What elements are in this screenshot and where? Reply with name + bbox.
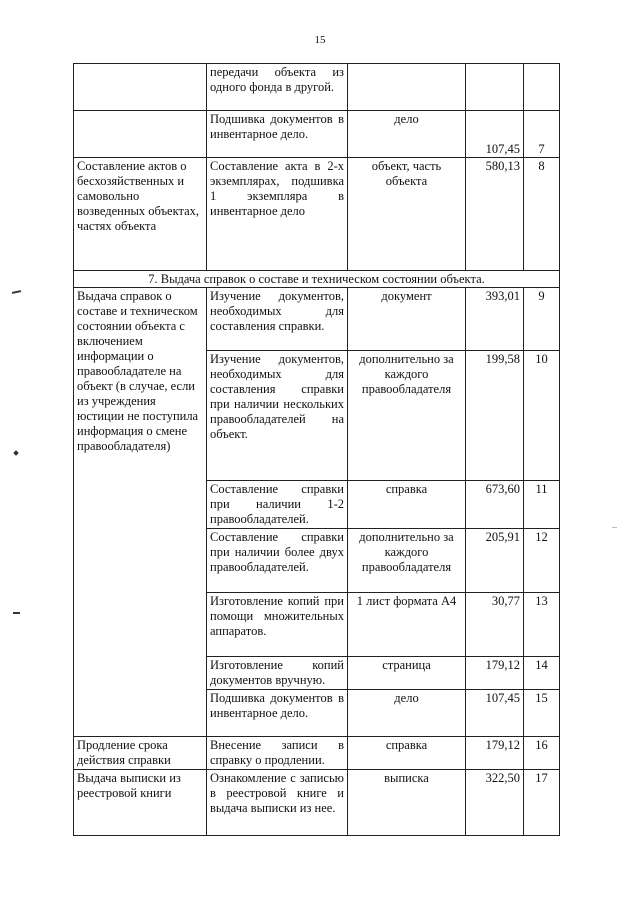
price-cell (466, 64, 524, 111)
unit-cell: 1 лист формата А4 (348, 593, 466, 657)
price-cell: 393,01 (466, 288, 524, 351)
section-row (74, 271, 560, 288)
unit-cell: дело (348, 690, 466, 737)
item-number-cell: 11 (524, 481, 560, 529)
price-cell: 673,60 (466, 481, 524, 529)
operation-cell: Изучение документов, необходимых для составления справки при наличии нескольких правообладателей на объект. (207, 351, 348, 481)
item-number-cell: 9 (524, 288, 560, 351)
price-cell: 107,45 (466, 111, 524, 158)
tariff-table (73, 63, 560, 836)
item-number-cell: 10 (524, 351, 560, 481)
service-cell: Выдача справок о составе и техническом состоянии объекта с включением информации о правообладателе на объект (в случае, если из учреждения юстиции не поступила информация о смене правообладателя) (74, 288, 207, 737)
price-cell: 179,12 (466, 737, 524, 770)
item-number-cell: 14 (524, 657, 560, 690)
price-cell: 107,45 (466, 690, 524, 737)
table-row (74, 288, 560, 351)
item-number-cell: 8 (524, 158, 560, 271)
unit-cell: справка (348, 737, 466, 770)
unit-cell: справка (348, 481, 466, 529)
operation-cell: Изготовление копий при помощи множительных аппаратов. (207, 593, 348, 657)
item-number-cell: 7 (524, 111, 560, 158)
table-row (74, 158, 560, 271)
unit-cell: дело (348, 111, 466, 158)
unit-cell: объект, часть объекта (348, 158, 466, 271)
unit-cell (348, 64, 466, 111)
operation-cell: Подшивка документов в инвентарное дело. (207, 111, 348, 158)
price-cell: 205,91 (466, 529, 524, 593)
unit-cell: документ (348, 288, 466, 351)
operation-cell: Ознакомление с записью в реестровой книге и выдача выписки из нее. (207, 770, 348, 836)
item-number-cell: 15 (524, 690, 560, 737)
price-cell: 322,50 (466, 770, 524, 836)
item-number-cell: 13 (524, 593, 560, 657)
price-cell: 179,12 (466, 657, 524, 690)
price-cell: 30,77 (466, 593, 524, 657)
scan-mark (13, 450, 19, 456)
page-number: 15 (314, 34, 326, 46)
operation-cell: Подшивка документов в инвентарное дело. (207, 690, 348, 737)
scan-mark (13, 612, 20, 614)
operation-cell: Изучение документов, необходимых для составления справки. (207, 288, 348, 351)
section-heading: 7. Выдача справок о составе и техническом состоянии объекта. (74, 271, 560, 288)
service-cell (74, 111, 207, 158)
operation-cell: Составление акта в 2-х экземплярах, подшивка 1 экземпляра в инвентарное дело (207, 158, 348, 271)
unit-cell: дополнительно за каждого правообладателя (348, 529, 466, 593)
operation-cell: Составление справки при наличии 1-2 правообладателей. (207, 481, 348, 529)
table-row (74, 737, 560, 770)
table-row (74, 64, 560, 111)
item-number-cell: 16 (524, 737, 560, 770)
price-cell: 199,58 (466, 351, 524, 481)
operation-cell: Изготовление копий документов вручную. (207, 657, 348, 690)
table-row (74, 111, 560, 158)
item-number-cell: 12 (524, 529, 560, 593)
scan-mark (612, 527, 617, 528)
operation-cell: Внесение записи в справку о продлении. (207, 737, 348, 770)
price-cell: 580,13 (466, 158, 524, 271)
item-number-cell: 17 (524, 770, 560, 836)
service-cell (74, 64, 207, 111)
service-cell: Продление срока действия справки (74, 737, 207, 770)
table-row (74, 770, 560, 836)
service-cell: Составление актов о бесхозяйственных и самовольно возведенных объектах, частях объекта (74, 158, 207, 271)
item-number-cell (524, 64, 560, 111)
operation-cell: передачи объекта из одного фонда в другой. (207, 64, 348, 111)
scan-mark (12, 290, 21, 294)
unit-cell: выписка (348, 770, 466, 836)
unit-cell: страница (348, 657, 466, 690)
service-cell: Выдача выписки из реестровой книги (74, 770, 207, 836)
unit-cell: дополнительно за каждого правообладателя (348, 351, 466, 481)
operation-cell: Составление справки при наличии более двух правообладателей. (207, 529, 348, 593)
